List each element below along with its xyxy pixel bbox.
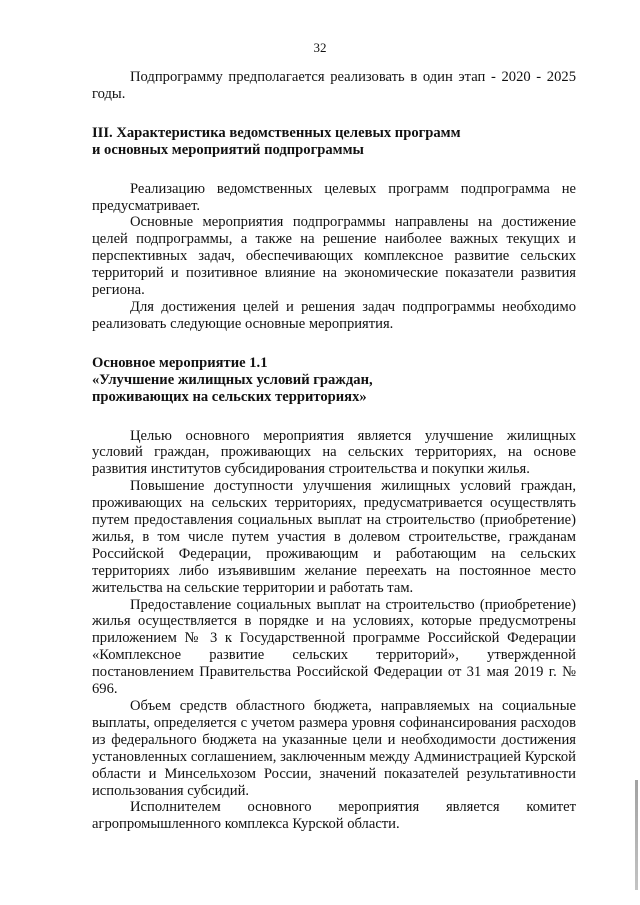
section-3-heading-line-1: III. Характеристика ведомственных целевых программ bbox=[92, 124, 461, 141]
scan-edge-mark bbox=[635, 780, 638, 890]
intro-paragraph: Подпрограмму предполагается реализовать в один этап - 2020 - 2025 годы. bbox=[92, 69, 576, 102]
measure-paragraph: Предоставление социальных выплат на строительство (приобретение) жилья осуществляется в порядке и на условиях, которые предусмотрены приложением № 3 к Государственной программе Российской Федерации «Комплексное развитие сельских территорий», утвержденной постановлением Правительства Российской Федерации от 31 мая 2019 г. № 696. bbox=[92, 596, 576, 698]
spacer bbox=[92, 159, 576, 181]
section-3-heading bbox=[92, 125, 576, 159]
spacer bbox=[92, 333, 576, 355]
section-3-paragraph: Основные мероприятия подпрограммы направлены на достижение целей подпрограммы, а также на решение наиболее важных текущих и перспективных задач, обеспечивающих комплексное развитие сельских территорий и позитивное влияние на экономические показатели развития региона. bbox=[92, 214, 576, 299]
spacer bbox=[92, 103, 576, 125]
measure-heading-line-3: проживающих на сельских территориях» bbox=[92, 388, 367, 405]
measure-paragraph: Повышение доступности улучшения жилищных условий граждан, проживающих на сельских территориях, предусматривается осуществлять путем предоставления социальных выплат на строительство (приобретение) жилья, в том числе путем участия в долевом строительстве, гражданам Российской Федерации, проживающим и работающим на сельских территориях либо изъявившим желание переехать на постоянное место жительства на сельские территории и работать там. bbox=[92, 478, 576, 596]
measure-paragraph: Исполнителем основного мероприятия является комитет агропромышленного комплекса Курской области. bbox=[92, 799, 576, 833]
document-body bbox=[92, 69, 576, 833]
measure-paragraph: Объем средств областного бюджета, направляемых на социальные выплаты, определяется с учетом размера уровня софинансирования расходов из федерального бюджета на указанные цели и необходимости достижения установленных соглашением, заключенным между Администрацией Курской области и Минсельхозом России, значений показателей результативности использования субсидий. bbox=[92, 698, 576, 799]
measure-paragraph: Целью основного мероприятия является улучшение жилищных условий граждан, проживающих на сельских территориях, на основе развития институтов субсидирования строительства и покупки жилья. bbox=[92, 427, 576, 478]
section-3-heading-line-2: и основных мероприятий подпрограммы bbox=[92, 141, 364, 158]
measure-heading bbox=[92, 355, 576, 406]
measure-heading-line-1: Основное мероприятие 1.1 bbox=[92, 354, 268, 371]
section-3-paragraph: Для достижения целей и решения задач подпрограммы необходимо реализовать следующие основные мероприятия. bbox=[92, 298, 576, 332]
section-3-paragraph: Реализацию ведомственных целевых программ подпрограмма не предусматривает. bbox=[92, 180, 576, 214]
measure-heading-line-2: «Улучшение жилищных условий граждан, bbox=[92, 371, 373, 388]
page-number: 32 bbox=[313, 40, 327, 55]
spacer bbox=[92, 406, 576, 428]
